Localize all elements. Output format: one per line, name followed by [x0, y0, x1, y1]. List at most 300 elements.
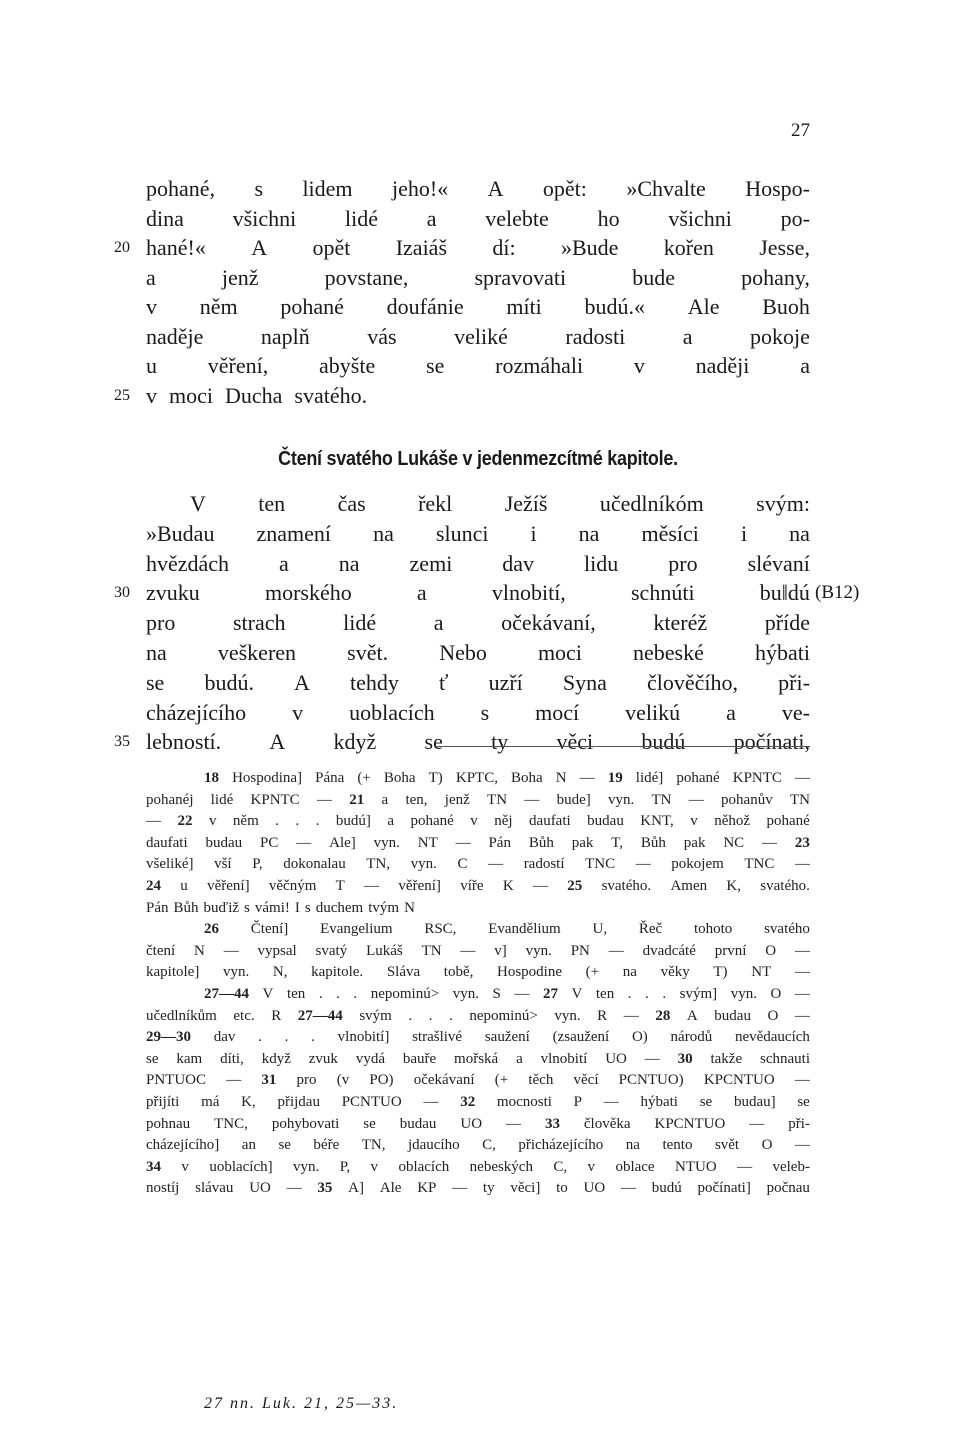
footnote-word: Pán — [488, 834, 511, 851]
footnote-word: — — [524, 791, 540, 808]
word: i — [740, 520, 748, 546]
footnote-word: pohnau — [146, 1115, 191, 1132]
footnote-word: budau — [205, 834, 243, 851]
footnote-word: TN — [421, 942, 442, 959]
footnote-word: O) — [631, 1029, 648, 1046]
footnote-word: mocnosti — [496, 1094, 552, 1110]
word: ho — [597, 205, 620, 231]
footnote-word: etc. — [233, 1007, 255, 1024]
word: A — [251, 235, 268, 260]
footnote-word: pokojem — [671, 856, 724, 873]
footnote-word: cházejícího] — [146, 1137, 220, 1154]
footnote-word: pro — [296, 1072, 317, 1089]
footnote-word: a — [516, 1050, 523, 1067]
footnote-word: saužení — [484, 1029, 530, 1046]
footnote-word: UO — [460, 1115, 483, 1132]
word: V — [190, 491, 206, 516]
footnote-word: budú — [651, 1180, 682, 1197]
footnote-word: 26 — [204, 921, 219, 938]
word: naději — [695, 353, 750, 378]
footnote-word: TNC — [744, 856, 775, 873]
word: »Bude — [560, 235, 619, 260]
footnote-word: K, — [241, 1094, 256, 1110]
footnote-word: ten — [595, 986, 615, 1002]
word: spravovati — [474, 264, 567, 290]
footnote-word: — — [460, 942, 476, 959]
footnote-word: dokonalau — [283, 856, 346, 873]
footnote-word: věření] — [398, 878, 441, 894]
word: když — [333, 729, 377, 755]
footnote-word: 35 — [317, 1180, 333, 1197]
footnote-word: K, — [726, 878, 741, 894]
word: slunci — [435, 520, 489, 546]
footnote-word: věření] — [207, 878, 250, 894]
line-number: 20 — [114, 239, 130, 256]
footnote-word: pohané — [676, 770, 720, 786]
word: očekávaní, — [501, 610, 596, 636]
footnote-word: TNC, — [214, 1115, 248, 1132]
word: hvězdách — [146, 550, 230, 576]
word: pokoje — [750, 323, 810, 349]
footnote-word: — — [794, 856, 810, 873]
line-number: 25 — [114, 386, 130, 404]
footnote-word: 18 — [204, 770, 219, 786]
footnote-word: 25 — [567, 878, 583, 894]
word: počínati, — [733, 729, 810, 755]
footnote-word: Bůh — [173, 899, 199, 916]
text-line — [146, 728, 810, 756]
footnote-word: PC — [260, 834, 279, 851]
text-line — [146, 669, 810, 697]
word: se — [426, 353, 445, 378]
word: budú — [641, 729, 686, 755]
footnote-word: Boha — [511, 770, 543, 786]
footnote-word: K — [502, 878, 514, 894]
text-line — [146, 264, 810, 292]
word: budú.« — [584, 294, 646, 319]
footnote-word: budau] — [733, 1094, 776, 1110]
footnote-line — [146, 789, 810, 811]
footnote-word: — — [794, 1007, 810, 1024]
footnote-word: — — [296, 834, 312, 851]
footnote-word: N — [555, 770, 567, 786]
footnote-word: v — [370, 1158, 379, 1175]
footnote-word: kapitole] — [146, 964, 200, 981]
text-line — [146, 579, 810, 607]
word: naděje — [146, 323, 204, 349]
footnote-word: V — [262, 986, 274, 1002]
footnote-word: . — [311, 1029, 315, 1046]
footnote-word: — — [514, 986, 530, 1002]
footnote-word: Ale — [379, 1180, 402, 1197]
word: Buoh — [762, 294, 810, 319]
footnote-word: — — [455, 834, 471, 851]
footnote-word: pak — [683, 834, 706, 851]
footnote-word: — — [688, 791, 704, 808]
footnote-word: očekávaní — [413, 1072, 475, 1089]
footnote-word: . — [284, 1029, 289, 1046]
footnote-line — [146, 1091, 810, 1113]
word: naplň — [260, 323, 310, 349]
footnote-word: vlnobití — [540, 1050, 588, 1067]
footnote-word: vyn. — [452, 986, 479, 1002]
footnote-word: — — [794, 942, 810, 959]
footnote-word: budau — [587, 813, 624, 830]
footnote-word: Lukáš — [366, 942, 403, 959]
footnote-word: něhož — [714, 813, 751, 830]
word: A — [294, 669, 310, 695]
footnote-word: KP — [417, 1180, 437, 1197]
footnote-word: — — [794, 1072, 810, 1089]
footnote-word: TN — [651, 791, 672, 808]
footnote-line — [146, 1048, 810, 1070]
footnote-word: Hospodina] — [232, 770, 303, 786]
footnote-word: vámi! — [254, 899, 290, 916]
footnote-word: . — [408, 1007, 413, 1024]
footnote-word: PCNTUO — [341, 1094, 402, 1110]
word: věření, — [207, 353, 269, 378]
footnote-word: vší — [214, 856, 232, 873]
footnote-word: — — [452, 1180, 468, 1197]
footnote-word: 32 — [460, 1094, 476, 1110]
word: bu‖dú — [759, 580, 810, 606]
footnote-line — [146, 1177, 810, 1199]
footnote-word: v — [690, 813, 698, 830]
word: znamení — [256, 520, 332, 546]
word: člověčího, — [646, 669, 739, 695]
footnote-word: nebeských — [469, 1158, 533, 1175]
footnote-word: daufati — [529, 813, 571, 830]
footnote-word: takže — [710, 1050, 743, 1067]
footnote-word: 31 — [261, 1072, 277, 1089]
word: a — [800, 353, 810, 378]
word: budú. — [204, 669, 254, 695]
footnote-word: vydá — [355, 1050, 385, 1067]
word: a — [426, 205, 437, 231]
footnote-word: Pána — [315, 770, 345, 786]
footnote-word: — — [644, 1050, 660, 1067]
footnote-word: oblacích — [398, 1158, 450, 1175]
footnote-word: duchem — [315, 899, 364, 916]
footnote-word: při- — [788, 1115, 810, 1132]
footnote-word: . — [336, 986, 340, 1002]
footnote-word: NTUO — [675, 1158, 717, 1175]
word: kteréž — [653, 610, 708, 636]
footnote-word: věky — [660, 964, 690, 981]
footnote-word: PNTUOC — [146, 1072, 207, 1089]
word: pro — [146, 610, 176, 636]
footnote-word: učedlníkům — [146, 1007, 217, 1024]
word: a — [279, 550, 289, 576]
word: strach — [232, 610, 286, 636]
footnote-word: — — [623, 1007, 639, 1024]
footnote-word: PO) — [369, 1072, 394, 1089]
footnote-word: Evandělium — [488, 921, 561, 938]
footnote-word: svým] — [679, 986, 718, 1002]
footnote-word: vyn. — [293, 1158, 320, 1175]
footnote-word: Pán — [146, 899, 169, 916]
footnote-word: UO — [605, 1050, 627, 1067]
word: i — [530, 520, 537, 546]
footnote-word: (+ — [357, 770, 371, 786]
footnote-word: — — [794, 964, 810, 981]
footnote-word: svatého. — [760, 878, 810, 894]
word: hýbati — [754, 640, 810, 665]
footnote-word: pohané — [766, 813, 810, 830]
footnote-word: uoblacích] — [209, 1158, 273, 1175]
footnote-divider — [437, 746, 810, 747]
footnote-word: C, — [482, 1137, 496, 1154]
footnote-word: vyn. — [525, 942, 552, 959]
word: moci — [169, 382, 213, 408]
footnote-word: — — [635, 856, 651, 873]
footnote-word: P, — [252, 856, 263, 873]
footnote-word: Ale] — [329, 834, 356, 851]
word: Hospo- — [745, 176, 810, 201]
footnote-word: S — [492, 986, 501, 1002]
word: s — [480, 699, 490, 725]
footnote-word: — — [316, 791, 332, 808]
footnote-word: N, — [272, 964, 288, 981]
footnote-word: tohoto — [693, 921, 733, 938]
footnote-word: u — [180, 878, 188, 894]
word: bude — [632, 264, 675, 290]
footnote-word: — — [603, 1094, 619, 1110]
footnote-word: svatého. — [601, 878, 652, 894]
footnote-word: díti, — [220, 1050, 244, 1067]
footnote-word: KNT, — [640, 813, 674, 830]
footnote-word: P — [573, 1094, 582, 1110]
word: zemi — [409, 550, 453, 576]
footnote-word: O — [765, 942, 777, 959]
footnote-word: budau — [714, 1007, 751, 1024]
word: Ježíš — [504, 491, 548, 516]
footnote-word: T) — [428, 770, 443, 786]
footnote-word: svým — [359, 1007, 392, 1024]
footnote-word: bauře — [402, 1050, 437, 1067]
word: doufánie — [386, 294, 464, 319]
footnote-word: svatý — [315, 942, 348, 959]
footnote-line — [146, 1005, 810, 1027]
footnote-word: vyn. — [410, 856, 437, 873]
footnote-word: schnauti — [760, 1050, 810, 1067]
word: tehdy — [350, 669, 399, 695]
footnote-word: zvuk — [308, 1050, 338, 1067]
footnote-word: na — [625, 1137, 640, 1154]
word: a — [726, 699, 736, 725]
word: všichni — [232, 205, 297, 231]
footnote-line — [146, 1069, 810, 1091]
word: schnúti — [631, 580, 695, 606]
footnote-word: UO — [583, 1180, 606, 1197]
footnote-word: — — [749, 1115, 765, 1132]
footnote-word: pohanéj — [146, 791, 194, 808]
footnote-word: v — [208, 813, 217, 830]
footnote-word: dav — [213, 1029, 236, 1046]
footnote-word: TN, — [361, 1137, 386, 1154]
word: velikú — [625, 699, 681, 725]
footnote-word: O — [767, 1007, 779, 1024]
footnote-word: lidé] — [635, 770, 664, 786]
word: ť — [439, 669, 449, 695]
footnote-word: I — [294, 899, 300, 916]
footnote-word: když — [261, 1050, 291, 1067]
footnote-word: čtení — [146, 942, 176, 959]
footnote-word: KPCNTUO — [654, 1115, 726, 1132]
word: se — [146, 669, 165, 695]
footnote-word: — — [146, 813, 161, 830]
word: vlnobití, — [491, 580, 566, 606]
footnote-word: . — [353, 986, 358, 1002]
footnote-word: a — [381, 791, 389, 808]
word: na — [146, 640, 167, 665]
footnote-word: svět — [714, 1137, 740, 1154]
footnote-word: — — [794, 986, 810, 1002]
footnote-word: jdaucího — [407, 1137, 460, 1154]
footnote-word: v — [470, 813, 478, 830]
footnote-word: (+ — [585, 964, 600, 981]
footnote-line — [146, 853, 810, 875]
footnote-word: 33 — [544, 1115, 560, 1132]
footnote-word: Čtení] — [250, 921, 289, 938]
word: radosti — [565, 323, 626, 349]
footnote-word: přijíti — [146, 1094, 180, 1110]
footnote-word: KPNTC — [250, 791, 300, 808]
margin-note: (B12) — [815, 582, 860, 604]
word: v — [292, 699, 304, 725]
footnote-word: T — [335, 878, 345, 894]
footnote-line — [204, 918, 810, 940]
word: Ducha — [225, 382, 283, 408]
word: opět — [312, 235, 351, 260]
footnote-word: — — [608, 942, 624, 959]
footnote-word: Evangelium — [320, 921, 393, 938]
word: příde — [764, 610, 810, 636]
footnote-word: vyn. — [222, 964, 250, 981]
footnote-word: a — [387, 813, 394, 830]
word: jeho!« — [391, 176, 449, 201]
footnote-word: A] — [348, 1180, 364, 1197]
word: Jesse, — [759, 235, 810, 260]
word: na — [373, 520, 394, 546]
footnote-word: strašlivé — [412, 1029, 463, 1046]
word: vás — [367, 323, 397, 349]
word: rozmáhali — [495, 353, 584, 378]
footnote-word: — — [620, 1180, 636, 1197]
footnote-word: PCNTUO) — [618, 1072, 684, 1089]
word: lidé — [343, 610, 377, 636]
word: s — [254, 176, 264, 201]
text-line — [146, 352, 810, 380]
word: lidu — [584, 550, 619, 576]
text-line — [146, 550, 810, 578]
footnote-word: v — [181, 1158, 189, 1175]
footnote-word: U, — [592, 921, 608, 938]
word: slévaní — [747, 550, 810, 576]
footnote-word: TN, — [366, 856, 391, 873]
text-line — [146, 382, 810, 410]
word: kořen — [663, 235, 714, 260]
footnote-word: na — [622, 964, 637, 981]
footnote-word: národů — [670, 1029, 713, 1046]
word: veliké — [454, 323, 508, 349]
footnote-word: věcí — [573, 1072, 599, 1089]
footnote-word: pohané — [410, 813, 454, 830]
word: pohany, — [741, 264, 810, 290]
footnote-word: (v — [336, 1072, 350, 1089]
word: na — [338, 550, 360, 576]
footnote-word: A — [686, 1007, 698, 1024]
word: A — [487, 176, 504, 201]
footnote-word: budau — [399, 1115, 437, 1132]
footnote-word: — — [286, 1180, 302, 1197]
text-line — [146, 293, 810, 321]
footnote-word: vyn. — [554, 1007, 581, 1024]
word: uzří — [488, 669, 523, 695]
word: dí: — [492, 235, 516, 260]
footnote-word: v — [587, 1158, 596, 1175]
word: povstane, — [324, 264, 409, 290]
word: v — [633, 353, 645, 378]
text-line — [146, 520, 810, 548]
footnote-line — [146, 1156, 810, 1178]
text-line — [146, 234, 810, 262]
word: ten — [258, 491, 286, 516]
text-line — [146, 323, 810, 351]
footnote-word: v] — [494, 942, 507, 959]
word: abyšte — [319, 353, 376, 378]
word: měsíci — [641, 520, 699, 546]
footnote-word: vlnobití] — [337, 1029, 390, 1046]
footnote-word: 27 — [542, 986, 558, 1002]
footnote-word: pak — [571, 834, 594, 851]
word: míti — [506, 294, 542, 319]
footnote-word: Bůh — [640, 834, 666, 851]
footnote-word: lidé — [210, 791, 234, 808]
footnote-word: — — [794, 770, 810, 786]
line-number: 30 — [114, 584, 130, 602]
footnote-word: . — [627, 986, 632, 1002]
footnote-word: 22 — [177, 813, 193, 830]
word: mocí — [535, 699, 580, 725]
footnote-word: C, — [553, 1158, 568, 1175]
footnote-word: TN — [487, 791, 508, 808]
footnote-word: se — [797, 1094, 810, 1110]
section-heading: Čtení svatého Lukáše v jedenmezcítmé kapitole. — [278, 448, 678, 470]
footnote-word: . — [662, 986, 667, 1002]
footnote-word: přijdau — [277, 1094, 320, 1110]
word: při- — [778, 669, 810, 695]
word: pro — [668, 550, 698, 576]
footnote-line — [146, 940, 810, 962]
footnote-word: vyn. — [373, 834, 400, 851]
footnote-line — [146, 832, 810, 854]
footnote-word: . — [295, 813, 300, 830]
footnote-word: R — [597, 1007, 608, 1024]
word: Syna — [562, 669, 607, 695]
footnote-word: 24 — [146, 878, 161, 894]
word: pohané, — [146, 176, 216, 201]
footnote-word: slávau — [195, 1180, 234, 1197]
footnote-word: člověka — [583, 1115, 631, 1132]
word: moci — [537, 640, 582, 665]
footnote-word: an — [241, 1137, 256, 1154]
text-line — [190, 490, 810, 518]
footnote-word: (+ — [494, 1072, 509, 1089]
footnote-word: . — [645, 986, 649, 1002]
footnote-word: věci] — [510, 1180, 541, 1197]
word: »Budau — [146, 520, 215, 546]
